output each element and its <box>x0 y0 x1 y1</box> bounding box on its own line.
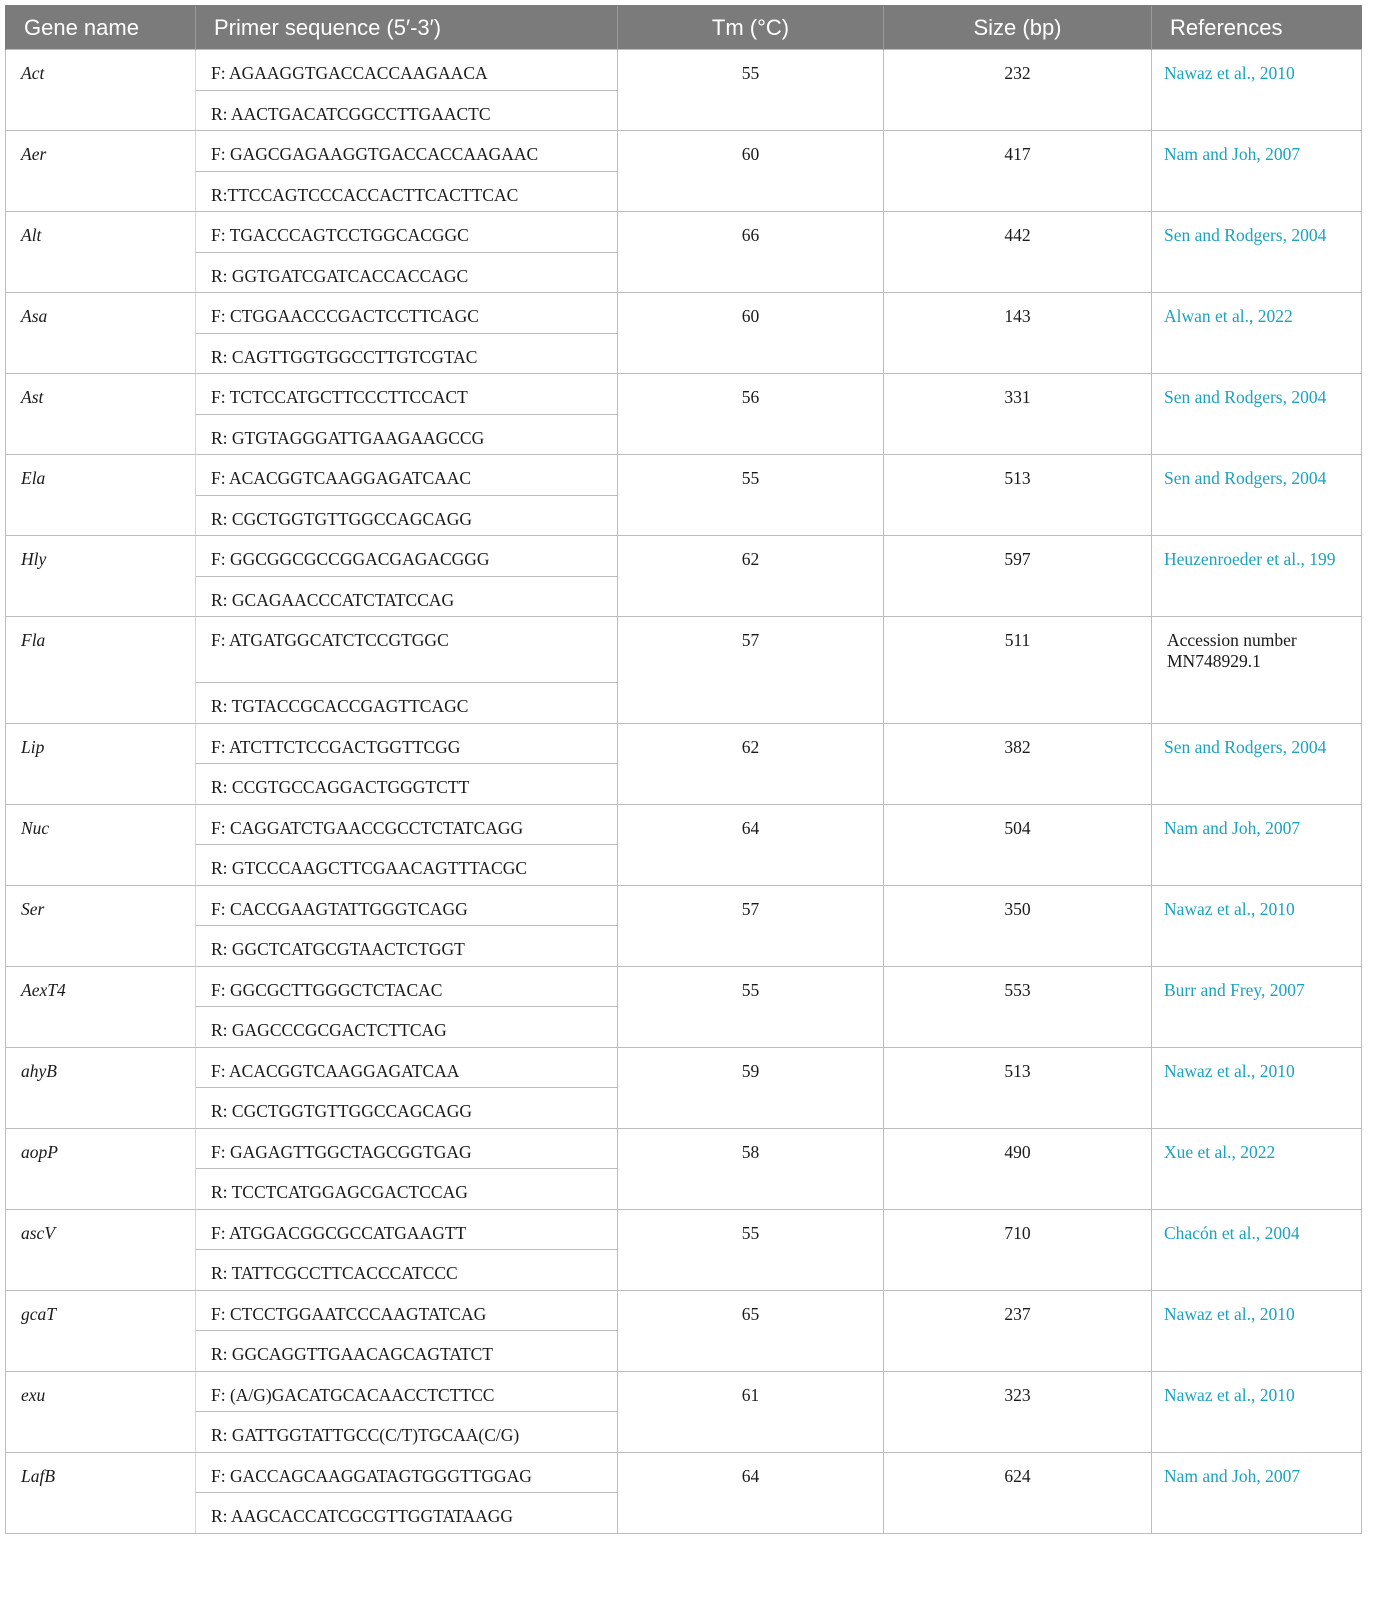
gene-name-cell: aopP <box>6 1128 196 1209</box>
tm-cell: 65 <box>618 1290 884 1371</box>
reference-link[interactable]: Nawaz et al., 2010 <box>1152 1047 1362 1128</box>
table-row <box>6 1371 1362 1412</box>
table-row <box>6 212 1362 253</box>
header-references: References <box>1152 6 1362 50</box>
table-row <box>6 804 1362 845</box>
table-row <box>6 1047 1362 1088</box>
reference-link[interactable]: Nawaz et al., 2010 <box>1152 50 1362 131</box>
reference-link[interactable]: Alwan et al., 2022 <box>1152 293 1362 374</box>
reference-link[interactable]: Nawaz et al., 2010 <box>1152 1371 1362 1452</box>
gene-name-cell: Ser <box>6 885 196 966</box>
reference-link[interactable]: Nam and Joh, 2007 <box>1152 1452 1362 1533</box>
gene-name-cell: Nuc <box>6 804 196 885</box>
size-cell: 232 <box>884 50 1152 131</box>
size-cell: 143 <box>884 293 1152 374</box>
forward-primer-cell: F: AGAAGGTGACCACCAAGAACA <box>196 50 618 91</box>
table-row <box>6 885 1362 926</box>
reverse-primer-cell: R: TGTACCGCACCGAGTTCAGC <box>196 683 618 724</box>
table-body <box>6 50 1362 1534</box>
table-row <box>6 617 1362 683</box>
reference-link[interactable]: Sen and Rodgers, 2004 <box>1152 374 1362 455</box>
size-cell: 442 <box>884 212 1152 293</box>
reverse-primer-cell: R: TATTCGCCTTCACCCATCCC <box>196 1250 618 1291</box>
table-row <box>6 50 1362 91</box>
forward-primer-cell: F: GAGAGTTGGCTAGCGGTGAG <box>196 1128 618 1169</box>
header-primer-sequence: Primer sequence (5′-3′) <box>196 6 618 50</box>
size-cell: 323 <box>884 1371 1152 1452</box>
size-cell: 710 <box>884 1209 1152 1290</box>
tm-cell: 55 <box>618 455 884 536</box>
size-cell: 350 <box>884 885 1152 966</box>
size-cell: 331 <box>884 374 1152 455</box>
tm-cell: 55 <box>618 50 884 131</box>
reference-link[interactable]: Nam and Joh, 2007 <box>1152 131 1362 212</box>
header-row <box>6 6 1362 50</box>
reverse-primer-cell: R:TTCCAGTCCCACCACTTCACTTCAC <box>196 171 618 212</box>
reference-link[interactable]: Nam and Joh, 2007 <box>1152 804 1362 885</box>
size-cell: 382 <box>884 723 1152 804</box>
size-cell: 511 <box>884 617 1152 724</box>
tm-cell: 57 <box>618 617 884 724</box>
table-row <box>6 374 1362 415</box>
gene-name-cell: Act <box>6 50 196 131</box>
forward-primer-cell: F: CTGGAACCCGACTCCTTCAGC <box>196 293 618 334</box>
table-row <box>6 293 1362 334</box>
reverse-primer-cell: R: GGCTCATGCGTAACTCTGGT <box>196 926 618 967</box>
gene-name-cell: exu <box>6 1371 196 1452</box>
reverse-primer-cell: R: AACTGACATCGGCCTTGAACTC <box>196 90 618 131</box>
forward-primer-cell: F: ACACGGTCAAGGAGATCAAC <box>196 455 618 496</box>
table-row <box>6 1209 1362 1250</box>
reference-link[interactable]: Chacón et al., 2004 <box>1152 1209 1362 1290</box>
gene-name-cell: LafB <box>6 1452 196 1533</box>
reverse-primer-cell: R: CCGTGCCAGGACTGGGTCTT <box>196 764 618 805</box>
tm-cell: 57 <box>618 885 884 966</box>
table-row <box>6 723 1362 764</box>
forward-primer-cell: F: ATGATGGCATCTCCGTGGC <box>196 617 618 683</box>
reverse-primer-cell: R: GTGTAGGGATTGAAGAAGCCG <box>196 414 618 455</box>
gene-name-cell: Hly <box>6 536 196 617</box>
forward-primer-cell: F: ACACGGTCAAGGAGATCAA <box>196 1047 618 1088</box>
size-cell: 504 <box>884 804 1152 885</box>
reference-link[interactable]: Xue et al., 2022 <box>1152 1128 1362 1209</box>
size-cell: 597 <box>884 536 1152 617</box>
reverse-primer-cell: R: GATTGGTATTGCC(C/T)TGCAA(C/G) <box>196 1412 618 1453</box>
forward-primer-cell: F: GACCAGCAAGGATAGTGGGTTGGAG <box>196 1452 618 1493</box>
reference-link[interactable]: Sen and Rodgers, 2004 <box>1152 723 1362 804</box>
tm-cell: 62 <box>618 723 884 804</box>
primer-table <box>5 5 1362 1534</box>
reverse-primer-cell: R: GAGCCCGCGACTCTTCAG <box>196 1007 618 1048</box>
table-row <box>6 536 1362 577</box>
table-row <box>6 1128 1362 1169</box>
tm-cell: 55 <box>618 1209 884 1290</box>
reverse-primer-cell: R: CAGTTGGTGGCCTTGTCGTAC <box>196 333 618 374</box>
tm-cell: 64 <box>618 1452 884 1533</box>
reference-link[interactable]: Sen and Rodgers, 2004 <box>1152 212 1362 293</box>
gene-name-cell: Fla <box>6 617 196 724</box>
forward-primer-cell: F: CACCGAAGTATTGGGTCAGG <box>196 885 618 926</box>
forward-primer-cell: F: CTCCTGGAATCCCAAGTATCAG <box>196 1290 618 1331</box>
forward-primer-cell: F: (A/G)GACATGCACAACCTCTTCC <box>196 1371 618 1412</box>
header-size: Size (bp) <box>884 6 1152 50</box>
tm-cell: 60 <box>618 131 884 212</box>
size-cell: 513 <box>884 1047 1152 1128</box>
gene-name-cell: Aer <box>6 131 196 212</box>
tm-cell: 61 <box>618 1371 884 1452</box>
header-gene-name: Gene name <box>6 6 196 50</box>
tm-cell: 58 <box>618 1128 884 1209</box>
forward-primer-cell: F: ATGGACGGCGCCATGAAGTT <box>196 1209 618 1250</box>
forward-primer-cell: F: GGCGCTTGGGCTCTACAC <box>196 966 618 1007</box>
gene-name-cell: ahyB <box>6 1047 196 1128</box>
reference-link[interactable]: Heuzenroeder et al., 199 <box>1152 536 1362 617</box>
size-cell: 513 <box>884 455 1152 536</box>
reverse-primer-cell: R: GTCCCAAGCTTCGAACAGTTTACGC <box>196 845 618 886</box>
reverse-primer-cell: R: GGCAGGTTGAACAGCAGTATCT <box>196 1331 618 1372</box>
tm-cell: 64 <box>618 804 884 885</box>
tm-cell: 60 <box>618 293 884 374</box>
forward-primer-cell: F: CAGGATCTGAACCGCCTCTATCAGG <box>196 804 618 845</box>
table-row <box>6 966 1362 1007</box>
gene-name-cell: Ela <box>6 455 196 536</box>
gene-name-cell: ascV <box>6 1209 196 1290</box>
forward-primer-cell: F: GAGCGAGAAGGTGACCACCAAGAAC <box>196 131 618 172</box>
size-cell: 417 <box>884 131 1152 212</box>
reference-cell: Accession number MN748929.1 <box>1152 617 1362 724</box>
forward-primer-cell: F: GGCGGCGCCGGACGAGACGGG <box>196 536 618 577</box>
tm-cell: 62 <box>618 536 884 617</box>
table-header <box>6 6 1362 50</box>
reverse-primer-cell: R: CGCTGGTGTTGGCCAGCAGG <box>196 1088 618 1129</box>
size-cell: 237 <box>884 1290 1152 1371</box>
reverse-primer-cell: R: GGTGATCGATCACCACCAGC <box>196 252 618 293</box>
reference-link[interactable]: Sen and Rodgers, 2004 <box>1152 455 1362 536</box>
gene-name-cell: gcaT <box>6 1290 196 1371</box>
reverse-primer-cell: R: TCCTCATGGAGCGACTCCAG <box>196 1169 618 1210</box>
forward-primer-cell: F: ATCTTCTCCGACTGGTTCGG <box>196 723 618 764</box>
reference-link[interactable]: Nawaz et al., 2010 <box>1152 1290 1362 1371</box>
reverse-primer-cell: R: GCAGAACCCATCTATCCAG <box>196 576 618 617</box>
gene-name-cell: AexT4 <box>6 966 196 1047</box>
gene-name-cell: Asa <box>6 293 196 374</box>
forward-primer-cell: F: TCTCCATGCTTCCCTTCCACT <box>196 374 618 415</box>
tm-cell: 66 <box>618 212 884 293</box>
table-row <box>6 1452 1362 1493</box>
tm-cell: 55 <box>618 966 884 1047</box>
reference-link[interactable]: Nawaz et al., 2010 <box>1152 885 1362 966</box>
reference-link[interactable]: Burr and Frey, 2007 <box>1152 966 1362 1047</box>
table-row <box>6 455 1362 496</box>
table-row <box>6 131 1362 172</box>
header-tm: Tm (°C) <box>618 6 884 50</box>
reverse-primer-cell: R: AAGCACCATCGCGTTGGTATAAGG <box>196 1493 618 1534</box>
table-row <box>6 1290 1362 1331</box>
size-cell: 490 <box>884 1128 1152 1209</box>
gene-name-cell: Alt <box>6 212 196 293</box>
forward-primer-cell: F: TGACCCAGTCCTGGCACGGC <box>196 212 618 253</box>
size-cell: 624 <box>884 1452 1152 1533</box>
tm-cell: 59 <box>618 1047 884 1128</box>
reverse-primer-cell: R: CGCTGGTGTTGGCCAGCAGG <box>196 495 618 536</box>
gene-name-cell: Lip <box>6 723 196 804</box>
gene-name-cell: Ast <box>6 374 196 455</box>
size-cell: 553 <box>884 966 1152 1047</box>
tm-cell: 56 <box>618 374 884 455</box>
